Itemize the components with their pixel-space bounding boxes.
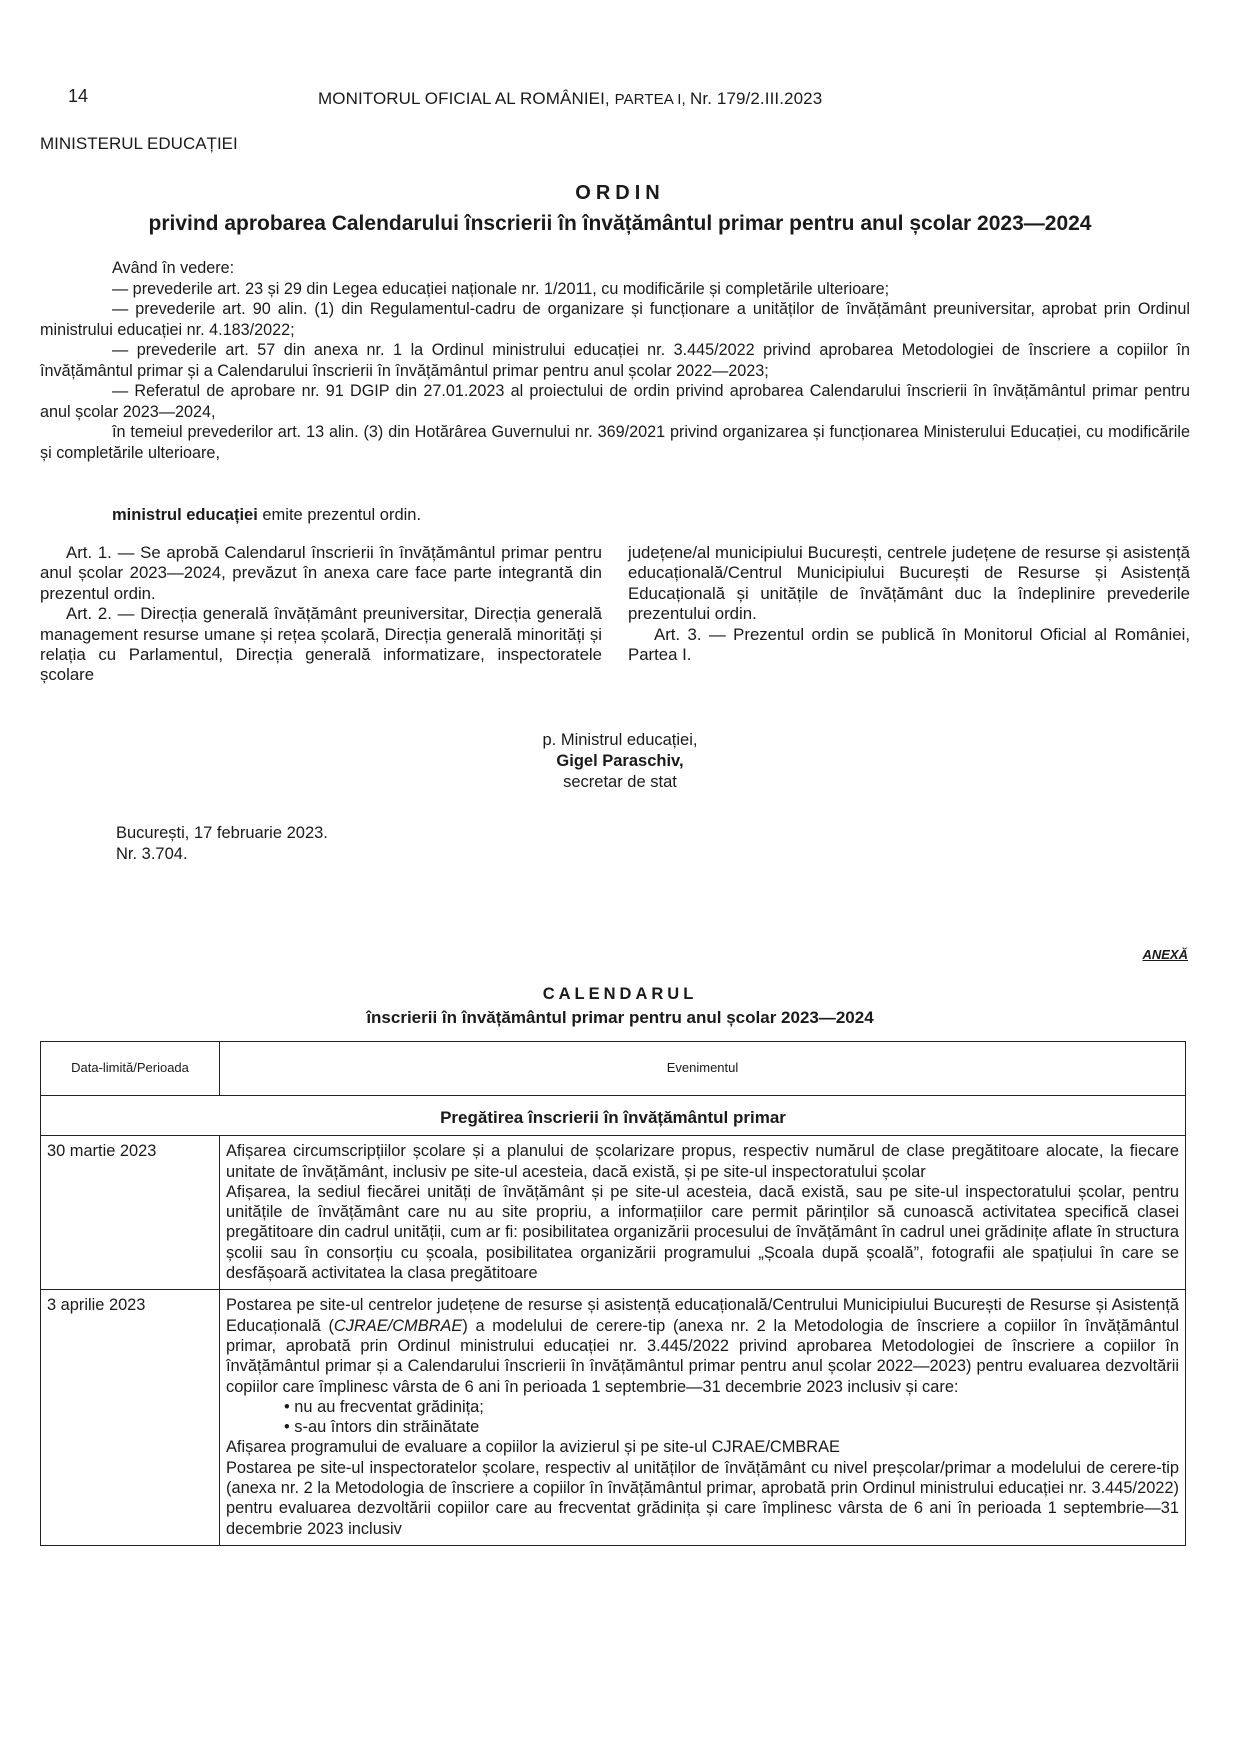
emits-rest: emite prezentul ordin. bbox=[257, 506, 422, 524]
event-text: Afișarea circumscripțiilor școlare și a planului de școlarizare propus, respectiv numărul de clase pregătitoare alocate, la fiecare unitate de învățământ, inclusiv pe site-ul acesteia, dacă există, și pe site-ul inspectoratului școlar bbox=[226, 1142, 1179, 1181]
table-header-row bbox=[41, 1042, 1186, 1096]
issuer-name: MINISTERUL EDUCAȚIEI bbox=[40, 134, 238, 153]
column-header-event: Evenimentul bbox=[220, 1042, 1186, 1096]
emits-statement bbox=[112, 506, 421, 525]
table-section-row bbox=[41, 1096, 1186, 1136]
preamble-line: în temeiul prevederilor art. 13 alin. (3) din Hotărârea Guvernului nr. 369/2021 privind organizarea și funcționarea Ministerului Educației, cu modificările și completările ulterioare, bbox=[40, 423, 1190, 462]
annex-title: CALENDARUL bbox=[542, 985, 698, 1003]
event-acronym: CJRAE/CMBRAE bbox=[333, 1316, 463, 1335]
preamble-line: — prevederile art. 23 și 29 din Legea educației naționale nr. 1/2011, cu modificările și completările ulterioare; bbox=[112, 279, 890, 298]
event-text: Postarea pe site-ul inspectoratelor școlare, respectiv al unităților de învățământ cu nivel preșcolar/primar a modelului de cerere-tip (anexa nr. 2 la Metodologia de înscriere a copiilor în învățământul primar, aprobată prin Ordinul ministrului educației nr. 3.445/2022) pentru evaluarea dezvoltării copiilor care au frecventat grădinița și care împlinesc vârsta de 6 ani în perioada 1 septembrie—31 decembrie 2023 inclusiv bbox=[226, 1458, 1179, 1538]
order-preamble bbox=[40, 258, 1190, 463]
articles-left-column bbox=[40, 543, 602, 686]
preamble-line: Având în vedere: bbox=[112, 259, 235, 277]
preamble-line: — prevederile art. 90 alin. (1) din Regulamentul-cadru de organizare și funcționare a unităților de învățământ preuniversitar, aprobat prin Ordinul ministrului educației nr. 4.183/2022; bbox=[40, 300, 1190, 339]
preamble-line: — Referatul de aprobare nr. 91 DGIP din 27.01.2023 al proiectului de ordin privind aprobarea Calendarului înscrierii în învățământul primar pentru anul școlar 2023—2024, bbox=[40, 382, 1190, 421]
row-date: 3 aprilie 2023 bbox=[41, 1290, 220, 1546]
order-title: ORDIN bbox=[575, 182, 665, 204]
row-event bbox=[220, 1136, 1186, 1290]
place-date: București, 17 februarie 2023. bbox=[116, 824, 328, 842]
annex-label: ANEXĂ bbox=[1142, 947, 1188, 962]
signature-title: secretar de stat bbox=[563, 773, 677, 791]
article-2-continued: județene/al municipiului București, centrele județene de resurse și asistență educațională/Centrul Municipiului București de Resurse și Asistență Educațională și unitățile de învățământ duc la îndeplinire prevederile prezentului ordin. bbox=[628, 543, 1190, 624]
event-text-part: Postarea pe site-ul centrelor județene de resurse și asistență educațională/Centrului Municipiului București de Resurse și Asistență Educațională ( bbox=[226, 1296, 1179, 1335]
place-date-block bbox=[116, 823, 328, 865]
bullet-item: • nu au frecventat grădinița; bbox=[284, 1397, 1179, 1417]
order-subtitle: privind aprobarea Calendarului înscrierii în învățământul primar pentru anul școlar 2023—2024 bbox=[148, 212, 1092, 235]
event-text bbox=[226, 1295, 1179, 1396]
table-row bbox=[41, 1136, 1186, 1290]
publication-header bbox=[318, 89, 822, 109]
publication-name: MONITORUL OFICIAL AL ROMÂNIEI, bbox=[318, 89, 615, 108]
signature-role: p. Ministrul educației, bbox=[542, 731, 698, 749]
signature-block bbox=[440, 730, 800, 793]
preamble-line: — prevederile art. 57 din anexa nr. 1 la Ordinul ministrului educației nr. 3.445/2022 privind aprobarea Metodologiei de înscriere a copiilor în învățământul primar și a Calendarului înscrierii în învățământul primar pentru anul școlar 2022—2023; bbox=[40, 341, 1190, 380]
section-title: Pregătirea înscrierii în învățământul primar bbox=[41, 1096, 1186, 1136]
row-date: 30 martie 2023 bbox=[41, 1136, 220, 1290]
page-number: 14 bbox=[68, 86, 89, 106]
emits-subject: ministrul educației bbox=[112, 506, 258, 524]
article-3: Art. 3. — Prezentul ordin se publică în Monitorul Oficial al României, Partea I. bbox=[628, 624, 1190, 665]
column-header-date: Data-limită/Perioada bbox=[41, 1042, 220, 1096]
event-text-part: ) a modelului de cerere-tip (anexa nr. 2 la Metodologia de înscriere a copiilor în învățământul primar, aprobată prin Ordinul ministrului educației nr. 3.445/2022 privind aprobarea Metodologiei de înscriere a copiilor în învățământul primar și a Calendarului înscrierii în învățământul primar pentru anul școlar 2022—2023) pentru evaluarea dezvoltării copiilor care împlinesc vârsta de 6 ani în perioada 1 septembrie—31 decembrie 2023 inclusiv și care: bbox=[226, 1316, 1179, 1396]
article-2: Art. 2. — Direcția generală învățământ preuniversitar, Direcția generală management resurse umane și rețea școlară, Direcția generală minorități și relația cu Parlamentul, Direcția generală informatizare, inspectoratele școlare bbox=[40, 604, 602, 685]
publication-issue: Nr. 179/2.III.2023 bbox=[690, 89, 823, 108]
signature-name: Gigel Paraschiv, bbox=[556, 752, 684, 770]
bullet-item: • s-au întors din străinătate bbox=[284, 1417, 1179, 1437]
row-event bbox=[220, 1290, 1186, 1546]
publication-part: PARTEA I, bbox=[614, 91, 691, 108]
event-bullet-list bbox=[226, 1397, 1179, 1438]
annex-subtitle: înscrierii în învățământul primar pentru anul școlar 2023—2024 bbox=[366, 1008, 874, 1027]
articles-right-column bbox=[628, 543, 1190, 665]
order-number: Nr. 3.704. bbox=[116, 845, 188, 863]
article-1: Art. 1. — Se aprobă Calendarul înscrierii în învățământul primar pentru anul școlar 2023—2024, prevăzut în anexa care face parte integrantă din prezentul ordin. bbox=[40, 543, 602, 603]
table-row bbox=[41, 1290, 1186, 1546]
event-text: Afișarea, la sediul fiecărei unități de învățământ și pe site-ul acesteia, dacă există, sau pe site-ul inspectoratului școlar, pentru unitățile de învățământ care nu au site propriu, a informațiilor care permit părinților să cunoască activitatea specifică clasei pregătitoare din cadrul unității, cum ar fi: posibilitatea organizării procesului de învățământ în cadrul unei grădinițe aflate în structura școlii sau în consorțiu cu școala, posibilitatea organizării programului „Școala după școală”, fotografii ale spațiului în care se desfășoară activitatea la clasa pregătitoare bbox=[226, 1182, 1179, 1283]
calendar-table bbox=[40, 1041, 1186, 1546]
event-text: Afișarea programului de evaluare a copiilor la avizierul și pe site-ul CJRAE/CMBRAE bbox=[226, 1438, 840, 1457]
